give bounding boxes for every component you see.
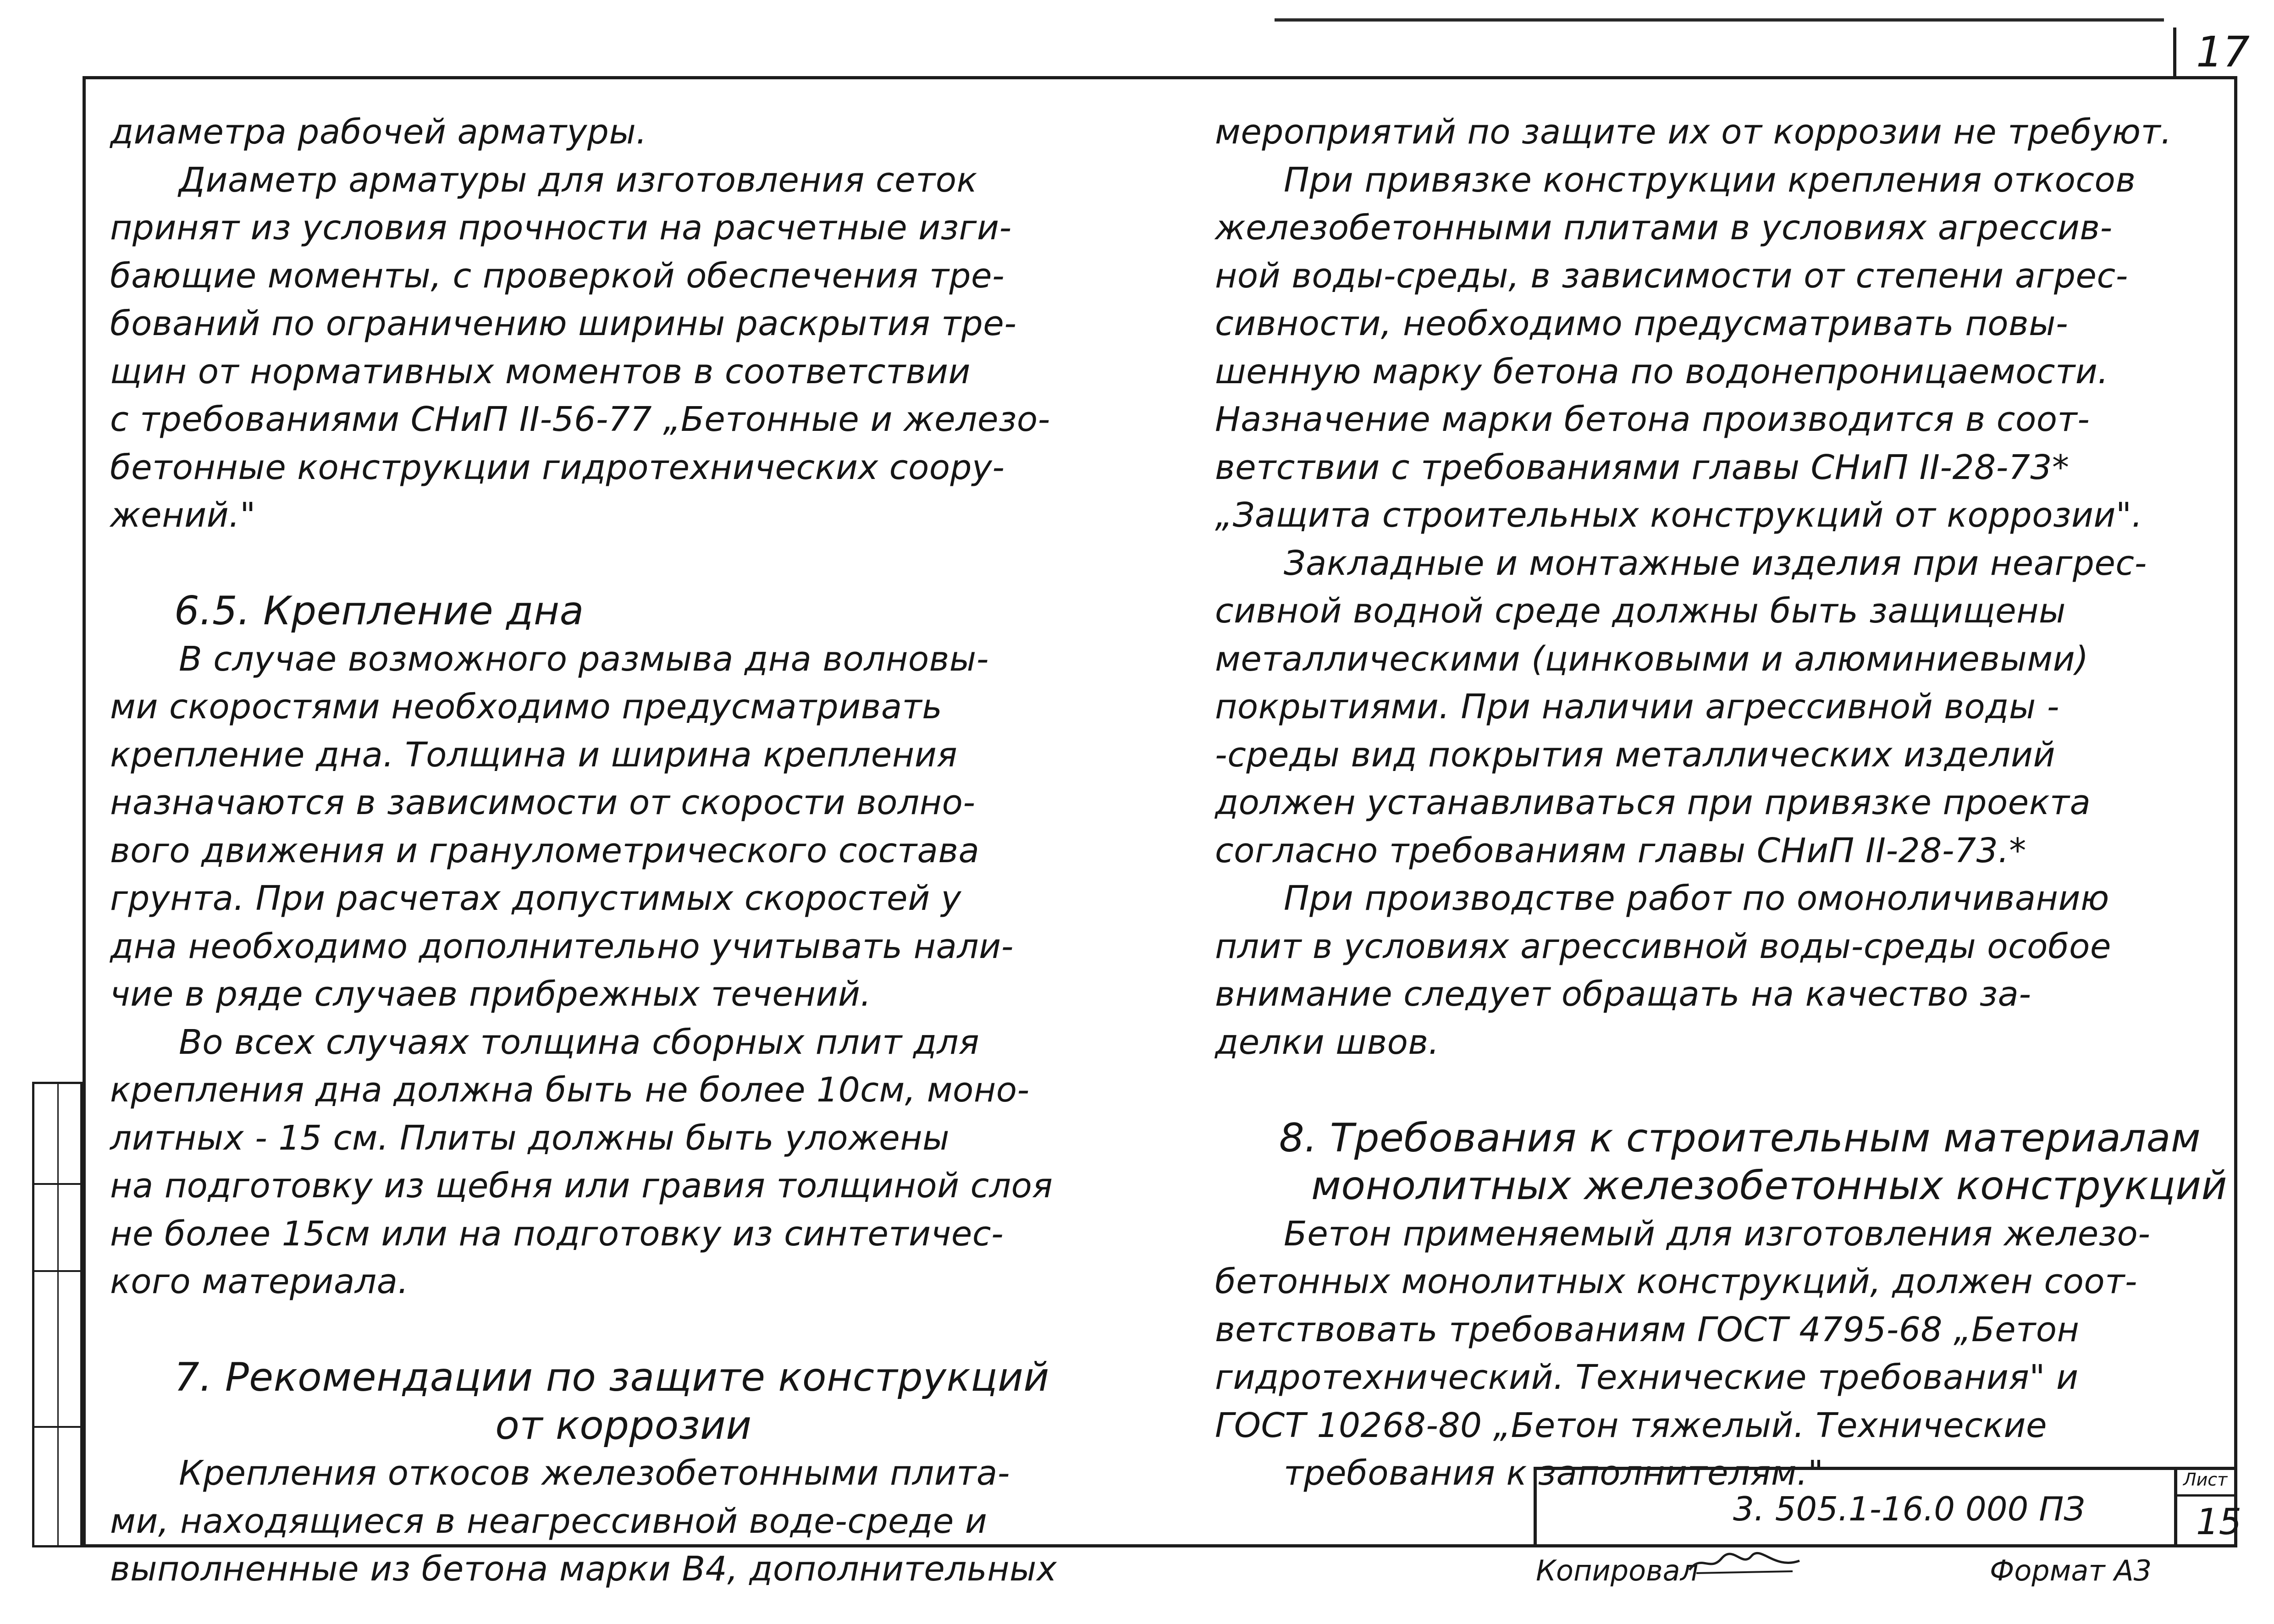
copied-signature-icon [1687,1549,1802,1577]
copied-by-label: Копировал [1536,1554,1699,1587]
paragraph-gap [1215,1066,2214,1114]
text-line: -среды вид покрытия металлических изделий [1215,735,2056,775]
right-text-column [1215,108,2227,1497]
text-line: гидротехнический. Технические требования" и [1215,1358,2079,1397]
text-line: должен устанавливаться при привязке проекта [1215,783,2091,822]
text-line: на подготовку из щебня или гравия толщиной слоя [110,1166,1053,1206]
text-line: При привязке конструкции крепления откосов [1284,160,2136,200]
text-line: с требованиями СНиП II-56-77 „Бетонные и железо- [110,400,1050,439]
text-line: внимание следует обращать на качество за- [1215,974,2031,1014]
text-line: кого материала. [110,1262,409,1301]
top-rule [1275,18,2164,22]
text-line: сивной водной среде должны быть защищены [1215,591,2066,631]
side-cell [34,1272,80,1428]
text-line: Назначение марки бетона производится в соот- [1215,400,2090,439]
text-line: В случае возможного размыва дна волновы- [179,639,989,679]
text-line: жений." [110,495,256,535]
side-cell [34,1185,80,1272]
text-line: сивности, необходимо предусматривать повы- [1215,304,2069,343]
text-line: ветствовать требованиям ГОСТ 4795-68 „Бетон [1215,1310,2080,1349]
text-line: принят из условия прочности на расчетные изги- [110,208,1012,248]
text-line: литных - 15 см. Плиты должны быть уложены [110,1118,950,1158]
paragraph-gap [110,539,1137,588]
text-line: шенную марку бетона по водонепроницаемости. [1215,352,2109,391]
sheet-label: Лист [2183,1470,2228,1490]
text-line: бетонные конструкции гидротехнических соору- [110,447,1005,487]
sheet-number: 15 [2196,1502,2242,1543]
section-heading: 7. Рекомендации по защите конструкций [174,1354,1049,1400]
text-line: бающие моменты, с проверкой обеспечения тре- [110,256,1005,296]
text-line: щин от нормативных моментов в соответствии [110,352,971,391]
text-line: ветствии с требованиями главы СНиП II-28-73* [1215,447,2070,487]
text-line: назначаются в зависимости от скорости волно- [110,783,976,822]
section-heading: монолитных железобетонных конструкций [1311,1163,2227,1209]
text-line: ми, находящиеся в неагрессивной воде-среде и [110,1501,988,1541]
text-line: крепления дна должна быть не более 10см, моно- [110,1070,1030,1110]
text-line: Во всех случаях толщина сборных плит для [179,1022,980,1062]
text-line: диаметра рабочей арматуры. [110,112,647,152]
text-line: бетонных монолитных конструкций, должен соот- [1215,1262,2138,1301]
text-line: Крепления откосов железобетонными плита- [179,1453,1010,1493]
sheet-format: Формат А3 [1990,1554,2152,1587]
text-line: плит в условиях агрессивной воды-среды особое [1215,926,2111,966]
text-line: чие в ряде случаев прибрежных течений. [110,974,872,1014]
text-line: покрытиями. При наличии агрессивной воды - [1215,687,2059,727]
text-line: Закладные и монтажные изделия при неагрес- [1284,543,2147,583]
text-line: Бетон применяемый для изготовления железо- [1284,1214,2151,1254]
text-line: требования к заполнителям." [1284,1453,1824,1493]
text-line: не более 15см или на подготовку из синтетичес- [110,1214,1004,1254]
paragraph-gap [110,1306,1137,1354]
text-line: „Защита строительных конструкций от коррозии". [1215,495,2143,535]
side-cell [34,1084,80,1185]
section-heading: 8. Требования к строительным материалам [1279,1115,2201,1161]
page-number: 17 [2196,28,2250,77]
text-line: дна необходимо дополнительно учитывать нали- [110,926,1014,966]
text-line: Диаметр арматуры для изготовления сеток [179,160,977,200]
text-line: металлическими (цинковыми и алюминиевыми) [1215,639,2089,679]
text-line: железобетонными плитами в условиях агрессив- [1215,208,2113,248]
side-cell [34,1428,80,1548]
side-approval-strip [32,1082,83,1547]
text-line: выполненные из бетона марки В4, дополнительных [110,1549,1057,1589]
text-line: делки швов. [1215,1022,1440,1062]
text-line: ми скоростями необходимо предусматривать [110,687,943,727]
left-text-column [110,108,1137,1593]
text-line: бований по ограничению ширины раскрытия тре- [110,304,1017,343]
text-line: ГОСТ 10268-80 „Бетон тяжелый. Технические [1215,1405,2047,1445]
text-line: При производстве работ по омоноличиванию [1284,879,2109,918]
text-line: грунта. При расчетах допустимых скоростей у [110,879,961,918]
text-line: согласно требованиям главы СНиП II-28-73.* [1215,831,2026,870]
document-code: 3. 505.1-16.0 000 ПЗ [1733,1490,2085,1528]
text-line: крепление дна. Толщина и ширина крепления [110,735,958,775]
section-heading: от коррозии [495,1402,752,1448]
text-line: ной воды-среды, в зависимости от степени агрес- [1215,256,2128,296]
text-line: вого движения и гранулометрического состава [110,831,980,870]
section-heading: 6.5. Крепление дна [174,588,584,634]
text-line: мероприятий по защите их от коррозии не требуют. [1215,112,2172,152]
